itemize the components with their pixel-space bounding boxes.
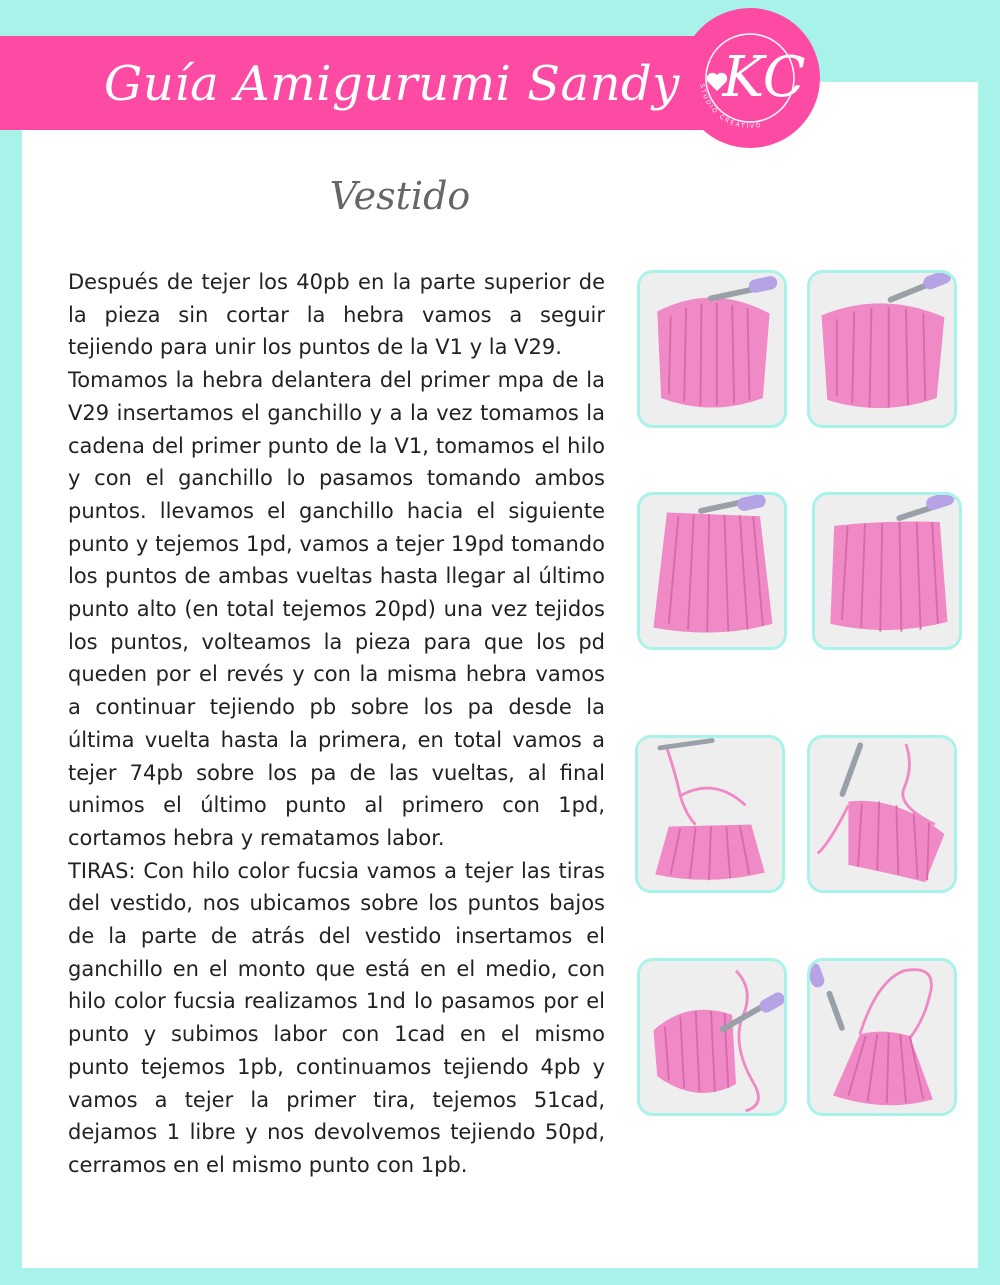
section-title: Vestido xyxy=(329,174,471,218)
step-photo-7 xyxy=(637,958,787,1116)
crochet-piece-image xyxy=(810,961,954,1113)
step-photo-6 xyxy=(807,735,957,893)
brand-logo xyxy=(680,8,820,148)
crochet-piece-image xyxy=(640,273,784,425)
step-photo-2 xyxy=(807,270,957,428)
instructions-text xyxy=(68,266,605,1182)
logo-caption: STUDIO CREATIVO xyxy=(698,83,764,131)
paragraph-straps: TIRAS: Con hilo color fucsia vamos a tejer las tiras del vestido, nos ubicamos sobre los puntos bajos de la parte de atrás del vestido insertamos el ganchillo en el monto que está en el medio, con hilo color fucsia realizamos 1nd lo pasamos por el punto y subimos labor con 1cad en el mismo punto tejemos 1pb, continuamos tejiendo 4pb y vamos a tejer la primer tira, tejemos 51cad, dejamos 1 libre y nos devolvemos tejiendo 50pd, cerramos en el mismo punto con 1pb. xyxy=(68,858,605,1177)
crochet-piece-image xyxy=(810,738,954,890)
crochet-piece-image xyxy=(810,273,954,425)
step-photo-4 xyxy=(812,492,962,650)
guide-title: Guía Amigurumi Sandy xyxy=(104,56,680,112)
step-photo-5 xyxy=(635,735,785,893)
step-photo-3 xyxy=(637,492,787,650)
step-photo-1 xyxy=(637,270,787,428)
crochet-piece-image xyxy=(640,961,784,1113)
logo-text: KC xyxy=(722,44,806,110)
crochet-piece-image xyxy=(815,495,959,647)
paragraph-intro: Después de tejer los 40pb en la parte superior de la pieza sin cortar la hebra vamos a seguir tejiendo para unir los puntos de la V1 y la V29. xyxy=(68,270,605,360)
paragraph-joining: Tomamos la hebra delantera del primer mpa de la V29 insertamos el ganchillo y a la vez tomamos la cadena del primer punto de la V1, tomamos el hilo y con el ganchillo lo pasamos tomando ambos puntos. llevamos el ganchillo hacia el siguiente punto y tejemos 1pd, vamos a tejer 19pd tomando los puntos de ambas vueltas hasta llegar al último punto alto (en total tejemos 20pd) una vez tejidos los puntos, volteamos la pieza para que los pd queden por el revés y con la misma hebra vamos a continuar tejiendo pb sobre los pa desde la última vuelta hasta la primera, en total vamos a tejer 74pb sobre los pa de las vueltas, al final unimos el último punto al primero con 1pd, cortamos hebra y rematamos labor. xyxy=(68,368,605,850)
step-photo-8 xyxy=(807,958,957,1116)
crochet-piece-image xyxy=(640,495,784,647)
crochet-piece-image xyxy=(638,738,782,890)
